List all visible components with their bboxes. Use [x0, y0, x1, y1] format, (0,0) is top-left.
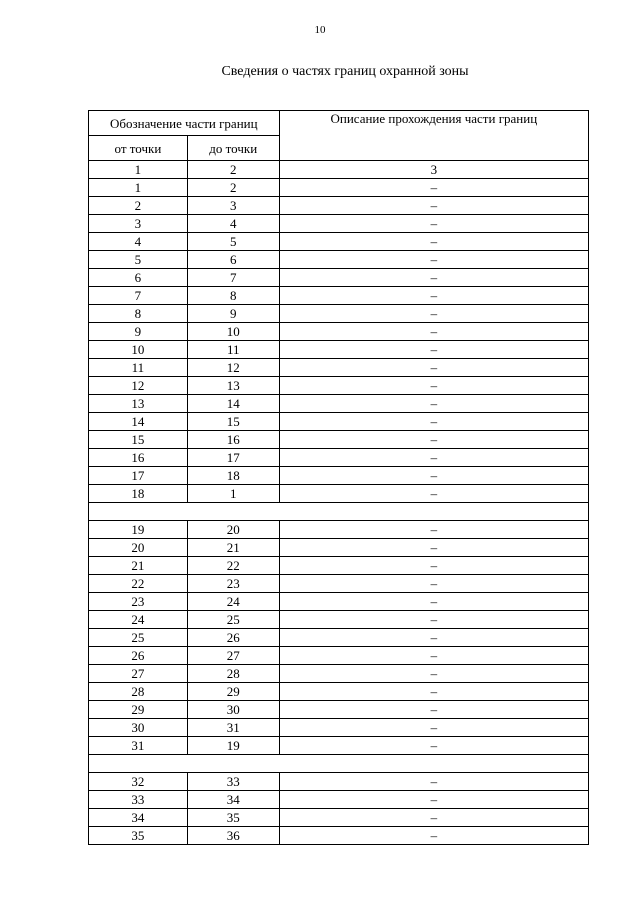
from-point-cell: 9	[89, 323, 188, 341]
table-row	[89, 359, 589, 377]
table-row	[89, 521, 589, 539]
to-point-cell: 13	[187, 377, 279, 395]
from-point-cell: 30	[89, 719, 188, 737]
to-point-cell: 2	[187, 179, 279, 197]
from-point-cell: 17	[89, 467, 188, 485]
from-point-cell: 13	[89, 395, 188, 413]
to-point-cell: 26	[187, 629, 279, 647]
table-row	[89, 179, 589, 197]
to-point-cell: 29	[187, 683, 279, 701]
from-point-cell: 32	[89, 773, 188, 791]
to-point-cell: 7	[187, 269, 279, 287]
header-description: Описание прохождения части границ	[279, 111, 588, 161]
from-point-cell: 27	[89, 665, 188, 683]
table-row	[89, 485, 589, 503]
from-point-cell: 25	[89, 629, 188, 647]
table-row	[89, 737, 589, 755]
description-cell: –	[279, 521, 588, 539]
description-cell: –	[279, 323, 588, 341]
table-row	[89, 665, 589, 683]
table-row	[89, 233, 589, 251]
to-point-cell: 8	[187, 287, 279, 305]
to-point-cell: 16	[187, 431, 279, 449]
header-from-point: от точки	[89, 136, 188, 161]
from-point-cell: 14	[89, 413, 188, 431]
description-cell: –	[279, 449, 588, 467]
from-point-cell: 19	[89, 521, 188, 539]
table-row	[89, 557, 589, 575]
from-point-cell: 3	[89, 215, 188, 233]
to-point-cell: 35	[187, 809, 279, 827]
description-cell: –	[279, 575, 588, 593]
table-row	[89, 287, 589, 305]
to-point-cell: 17	[187, 449, 279, 467]
from-point-cell: 26	[89, 647, 188, 665]
from-point-cell: 16	[89, 449, 188, 467]
to-point-cell: 31	[187, 719, 279, 737]
description-cell: –	[279, 179, 588, 197]
from-point-cell: 34	[89, 809, 188, 827]
description-cell: –	[279, 737, 588, 755]
description-cell: –	[279, 341, 588, 359]
description-cell: –	[279, 773, 588, 791]
from-point-cell: 33	[89, 791, 188, 809]
from-point-cell: 4	[89, 233, 188, 251]
table-row	[89, 197, 589, 215]
table-row	[89, 377, 589, 395]
table-header	[89, 111, 589, 179]
to-point-cell: 3	[187, 197, 279, 215]
column-number: 1	[89, 161, 188, 179]
to-point-cell: 10	[187, 323, 279, 341]
to-point-cell: 24	[187, 593, 279, 611]
to-point-cell: 14	[187, 395, 279, 413]
table-row	[89, 467, 589, 485]
description-cell: –	[279, 719, 588, 737]
from-point-cell: 24	[89, 611, 188, 629]
table-row	[89, 611, 589, 629]
from-point-cell: 8	[89, 305, 188, 323]
from-point-cell: 11	[89, 359, 188, 377]
from-point-cell: 12	[89, 377, 188, 395]
description-cell: –	[279, 395, 588, 413]
document-title: Сведения о частях границ охранной зоны	[221, 64, 469, 79]
from-point-cell: 20	[89, 539, 188, 557]
description-cell: –	[279, 791, 588, 809]
to-point-cell: 25	[187, 611, 279, 629]
to-point-cell: 15	[187, 413, 279, 431]
description-cell: –	[279, 215, 588, 233]
table-row	[89, 251, 589, 269]
section-separator-cell	[89, 755, 589, 773]
table-row	[89, 269, 589, 287]
from-point-cell: 18	[89, 485, 188, 503]
to-point-cell: 22	[187, 557, 279, 575]
description-cell: –	[279, 305, 588, 323]
description-cell: –	[279, 377, 588, 395]
table-row	[89, 575, 589, 593]
page-number: 10	[314, 24, 326, 36]
table-row	[89, 449, 589, 467]
description-cell: –	[279, 233, 588, 251]
column-number: 2	[187, 161, 279, 179]
to-point-cell: 11	[187, 341, 279, 359]
from-point-cell: 28	[89, 683, 188, 701]
to-point-cell: 23	[187, 575, 279, 593]
description-cell: –	[279, 557, 588, 575]
section-separator-cell	[89, 503, 589, 521]
description-cell: –	[279, 593, 588, 611]
table-row	[89, 593, 589, 611]
table-row	[89, 719, 589, 737]
from-point-cell: 10	[89, 341, 188, 359]
from-point-cell: 1	[89, 179, 188, 197]
to-point-cell: 9	[187, 305, 279, 323]
from-point-cell: 7	[89, 287, 188, 305]
description-cell: –	[279, 251, 588, 269]
table-row	[89, 809, 589, 827]
from-point-cell: 15	[89, 431, 188, 449]
to-point-cell: 5	[187, 233, 279, 251]
header-boundary-part-designation: Обозначение части границ	[89, 111, 280, 136]
description-cell: –	[279, 647, 588, 665]
header-to-point: до точки	[187, 136, 279, 161]
to-point-cell: 6	[187, 251, 279, 269]
description-cell: –	[279, 701, 588, 719]
to-point-cell: 36	[187, 827, 279, 845]
to-point-cell: 1	[187, 485, 279, 503]
to-point-cell: 18	[187, 467, 279, 485]
description-cell: –	[279, 467, 588, 485]
from-point-cell: 35	[89, 827, 188, 845]
section-separator-row	[89, 503, 589, 521]
description-cell: –	[279, 611, 588, 629]
table-row	[89, 431, 589, 449]
to-point-cell: 33	[187, 773, 279, 791]
table-row	[89, 827, 589, 845]
boundary-parts-table	[88, 110, 589, 845]
table-row	[89, 395, 589, 413]
to-point-cell: 4	[187, 215, 279, 233]
table-row	[89, 341, 589, 359]
from-point-cell: 5	[89, 251, 188, 269]
table-body	[89, 179, 589, 845]
to-point-cell: 28	[187, 665, 279, 683]
table-row	[89, 791, 589, 809]
table-row	[89, 683, 589, 701]
table-row	[89, 215, 589, 233]
to-point-cell: 27	[187, 647, 279, 665]
to-point-cell: 21	[187, 539, 279, 557]
to-point-cell: 30	[187, 701, 279, 719]
from-point-cell: 2	[89, 197, 188, 215]
to-point-cell: 12	[187, 359, 279, 377]
description-cell: –	[279, 269, 588, 287]
description-cell: –	[279, 197, 588, 215]
description-cell: –	[279, 629, 588, 647]
description-cell: –	[279, 827, 588, 845]
table-row	[89, 629, 589, 647]
column-numbers-row	[89, 161, 589, 179]
description-cell: –	[279, 809, 588, 827]
section-separator-row	[89, 755, 589, 773]
from-point-cell: 29	[89, 701, 188, 719]
from-point-cell: 23	[89, 593, 188, 611]
description-cell: –	[279, 665, 588, 683]
to-point-cell: 19	[187, 737, 279, 755]
description-cell: –	[279, 431, 588, 449]
description-cell: –	[279, 359, 588, 377]
table-row	[89, 323, 589, 341]
from-point-cell: 6	[89, 269, 188, 287]
column-number: 3	[279, 161, 588, 179]
table-row	[89, 773, 589, 791]
from-point-cell: 22	[89, 575, 188, 593]
table-row	[89, 647, 589, 665]
description-cell: –	[279, 539, 588, 557]
to-point-cell: 34	[187, 791, 279, 809]
table-row	[89, 413, 589, 431]
description-cell: –	[279, 485, 588, 503]
to-point-cell: 20	[187, 521, 279, 539]
description-cell: –	[279, 413, 588, 431]
description-cell: –	[279, 287, 588, 305]
table-row	[89, 539, 589, 557]
table-row	[89, 701, 589, 719]
description-cell: –	[279, 683, 588, 701]
table-row	[89, 305, 589, 323]
from-point-cell: 21	[89, 557, 188, 575]
from-point-cell: 31	[89, 737, 188, 755]
